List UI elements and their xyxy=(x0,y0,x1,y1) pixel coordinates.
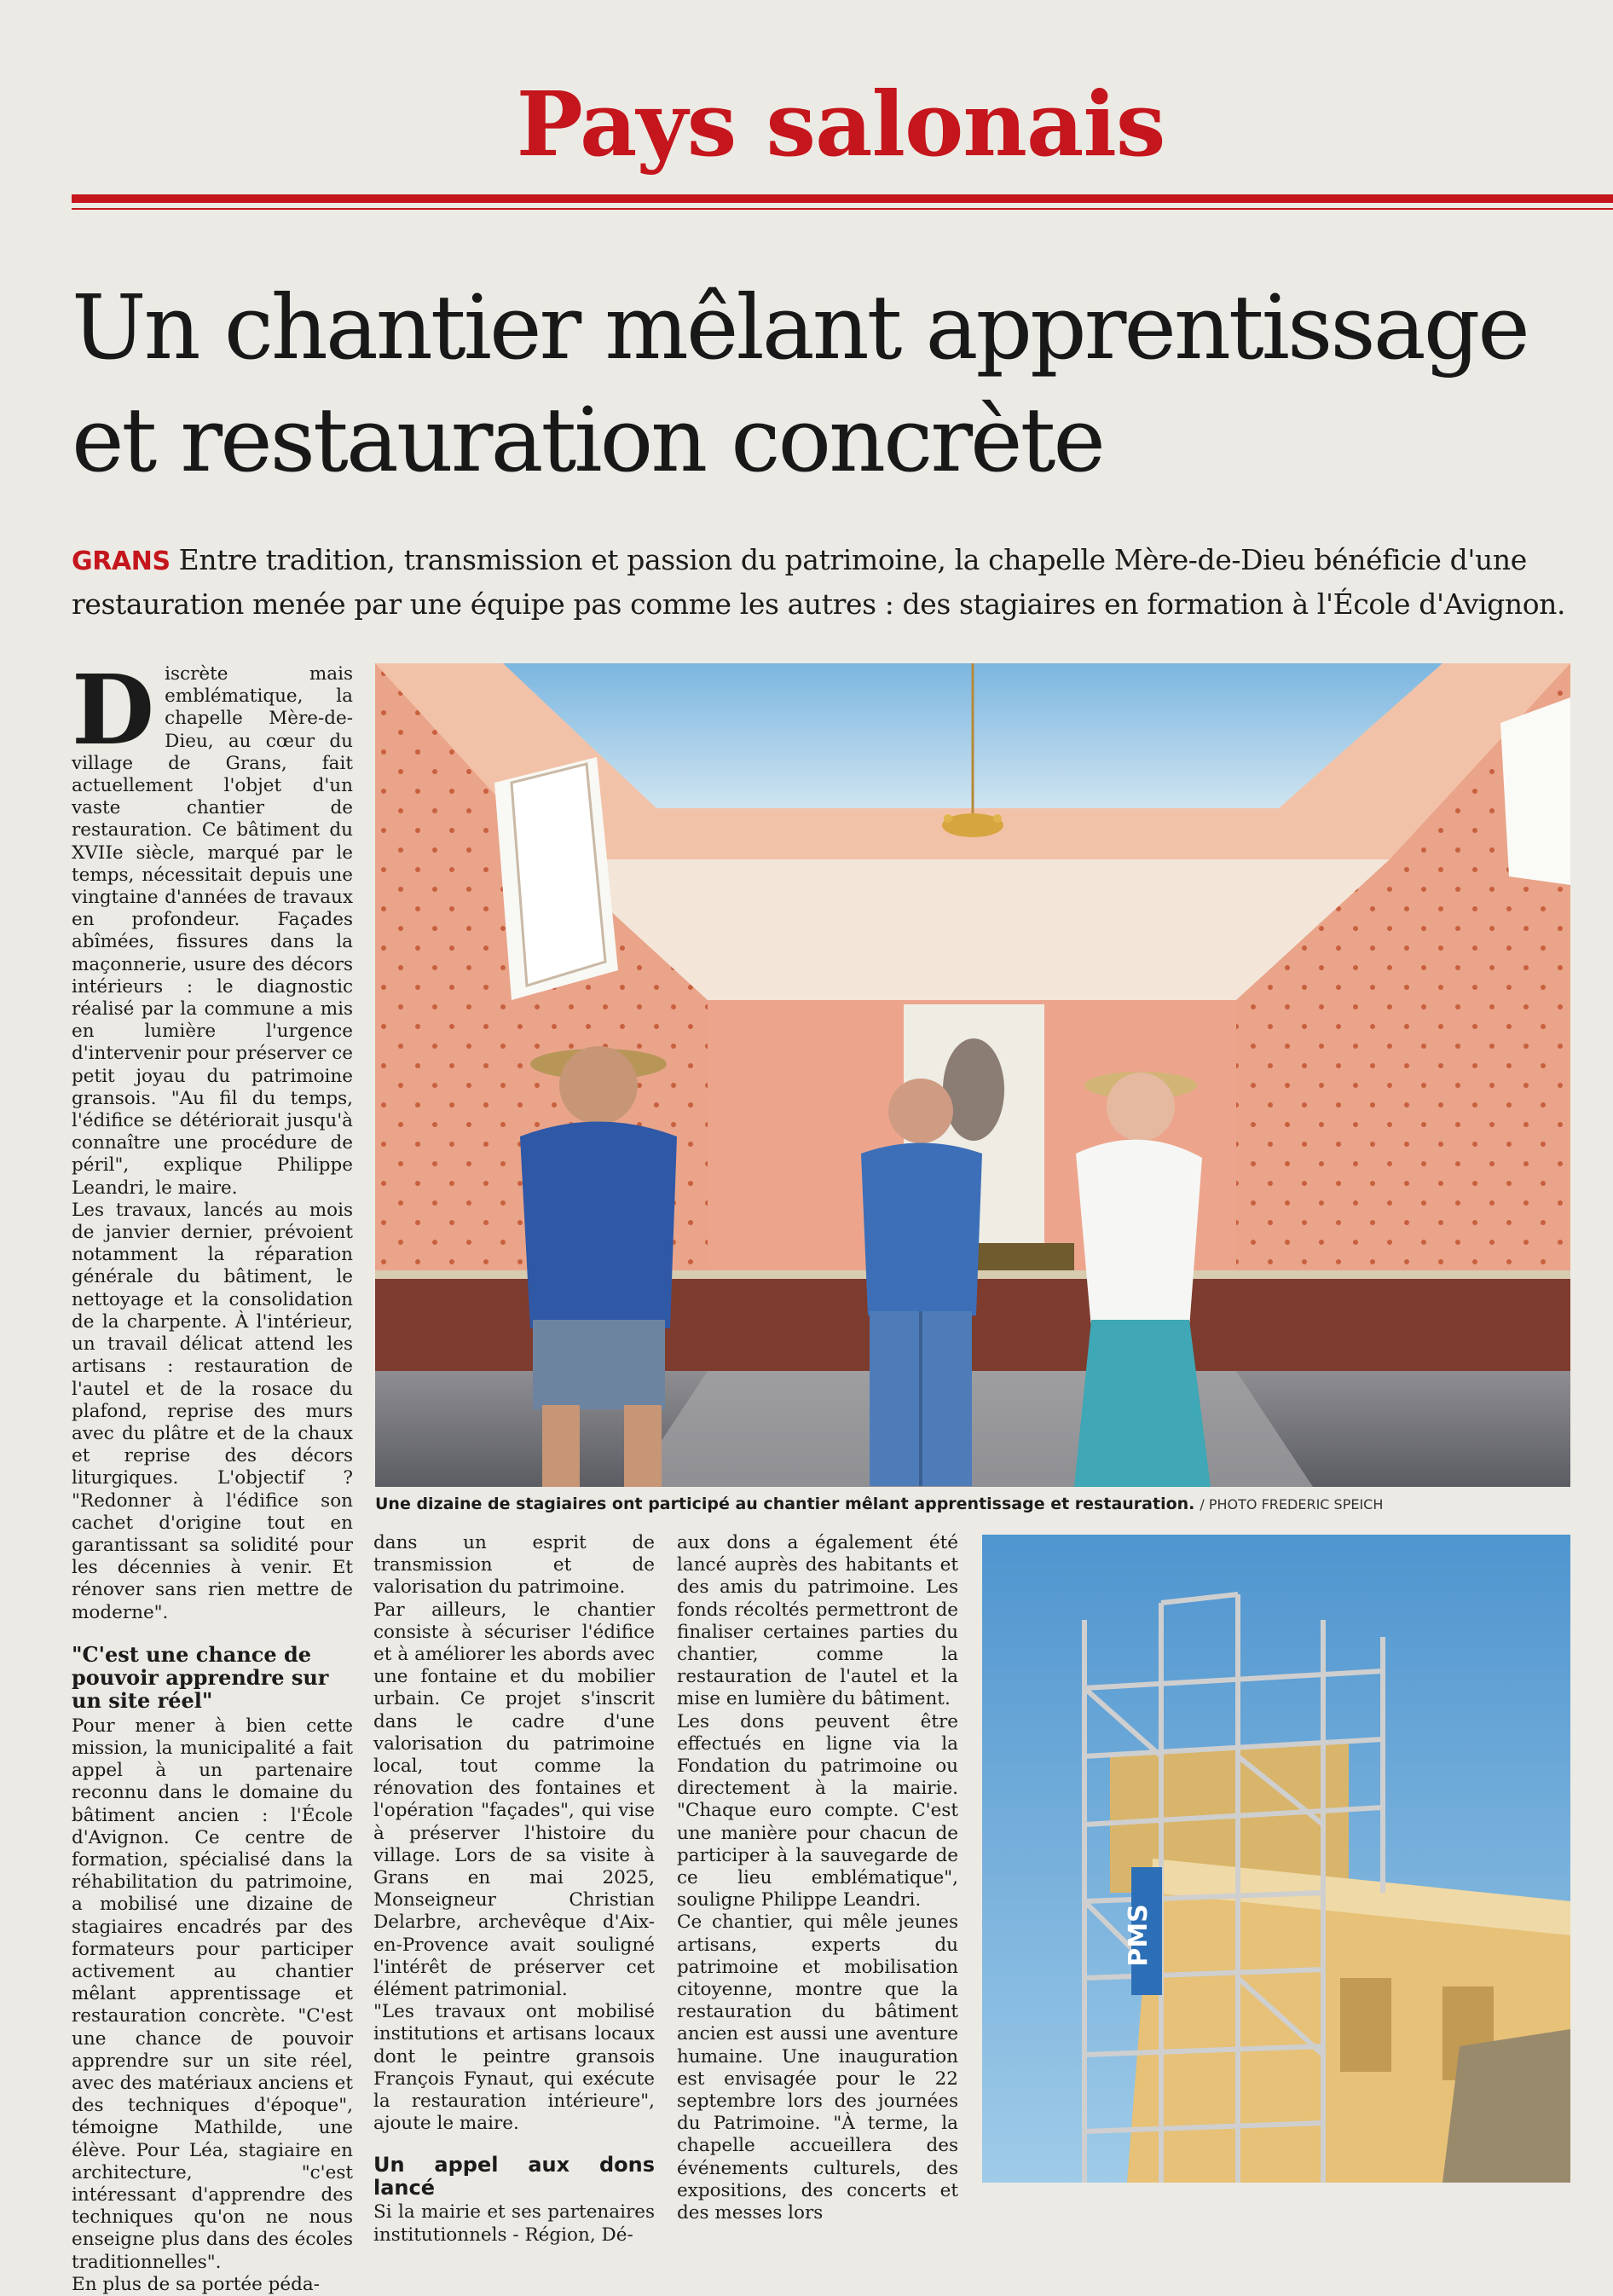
subheading: "C'est une chance de pouvoir apprendre sur un site réel" xyxy=(72,1641,329,1713)
article-column-3 xyxy=(677,1532,958,2224)
subheading: Un appel aux dons lancé xyxy=(373,2153,655,2201)
scaffolding-photo xyxy=(982,1535,1570,2183)
paragraph: iscrète mais emblématique, la chapelle Mère-de-Dieu, au cœur du village de Grans, fait actuellement l'objet d'un vaste chantier de restauration. Ce bâtiment du XVIIe siècle, marqué par le temps, nécessitait depuis une vingtaine d'années de travaux en profondeur. Façades abîmées, fissures dans la maçonnerie, usure des décors intérieurs : le diagnostic réalisé par la commune a mis en lumière l'urgence d'intervenir pour préserver ce petit joyau du patrimoine gransois. "Au fil du temps, l'édifice se détériorait jusqu'à connaître une procédure de péril", explique Philippe Leandri, le maire. xyxy=(72,663,353,1199)
headline-line-1: Un chantier mêlant apprentissage xyxy=(72,275,1528,379)
paragraph: En plus de sa portée péda- xyxy=(72,2273,320,2295)
article-column-1 xyxy=(72,655,353,2295)
photo-credit: / PHOTO FREDERIC SPEICH xyxy=(1200,1496,1384,1512)
standfirst-text: Entre tradition, transmission et passion du patrimoine, la chapelle Mère-de-Dieu bénéficie d'une restauration menée par une équipe pas comme les autres : des stagiaires en formation à l'École d'Avignon. xyxy=(72,543,1566,621)
paragraph: aux dons a également été lancé auprès des habitants et des amis du patrimoine. Les fonds récoltés permettront de finaliser certaines parties du chantier, comme la restauration de l'autel et la mise en lumière du bâtiment. xyxy=(677,1532,958,1710)
drop-cap: D xyxy=(72,655,155,766)
paragraph: dans un esprit de transmission et de valorisation du patrimoine. xyxy=(373,1532,655,1599)
paragraph: "Les travaux ont mobilisé institutions et artisans locaux dont le peintre gransois François Fynaut, qui exécute la restauration intérieure", ajoute le maire. xyxy=(373,2001,655,2135)
caption-text: Une dizaine de stagiaires ont participé au chantier mêlant apprentissage et restauration. xyxy=(375,1495,1195,1513)
paragraph: Ce chantier, qui mêle jeunes artisans, experts du patrimoine et mobilisation citoyenne, montre que la restauration du bâtiment ancien est aussi une aventure humaine. Une inauguration est envisagée pour le 22 septembre lors des journées du Patrimoine. "À terme, la chapelle accueillera des événements culturels, des expositions, des concerts et des messes lors xyxy=(677,1911,958,2224)
headline-line-2: et restauration concrète xyxy=(72,388,1103,492)
section-rule-thin xyxy=(72,208,1613,210)
paragraph: Pour mener à bien cette mission, la municipalité a fait appel à un partenaire reconnu dans le domaine du bâtiment ancien : l'École d'Avignon. Ce centre de formation, spécialisé dans la réhabilitation du patrimoine, a mobilisé une dizaine de stagiaires encadrés par des formateurs pour participer activement au chantier mêlant apprentissage et restauration concrète. "C'est une chance de pouvoir apprendre sur un site réel, avec des matériaux anciens et des techniques d'époque", témoigne Mathilde, une élève. Pour Léa, stagiaire en architecture, "c'est intéressant d'apprendre des techniques qu'on ne nous enseigne plus dans des écoles traditionnelles". xyxy=(72,1715,353,2273)
section-rule xyxy=(72,194,1613,203)
location-kicker: GRANS xyxy=(72,547,171,576)
photo-caption xyxy=(375,1492,1570,1516)
scaffold-sign-text: PMS xyxy=(1124,1904,1153,1967)
paragraph: Les dons peuvent être effectués en ligne via la Fondation du patrimoine ou directement à la mairie. "Chaque euro compte. C'est une manière pour chacun de participer à la sauvegarde de ce lieu emblématique", souligne Philippe Leandri. xyxy=(677,1710,958,1911)
section-title: Pays salonais xyxy=(516,72,1165,176)
article-column-2 xyxy=(373,1532,655,2246)
paragraph: Les travaux, lancés au mois de janvier dernier, prévoient notamment la réparation générale du bâtiment, le nettoyage et la consolidation de la charpente. À l'intérieur, un travail délicat attend les artisans : restauration de l'autel et de la rosace du plafond, reprise des murs avec du plâtre et de la chaux et reprise des décors liturgiques. L'objectif ? "Redonner à l'édifice son cachet d'origine tout en garantissant sa solidité pour les décennies à venir. Et rénover sans rien mettre de moderne". xyxy=(72,1199,353,1623)
standfirst xyxy=(72,539,1598,626)
paragraph: Si la mairie et ses partenaires institutionnels - Région, Dé- xyxy=(373,2201,655,2246)
headline xyxy=(72,271,1589,496)
paragraph: Par ailleurs, le chantier consiste à sécuriser l'édifice et à améliorer les abords avec une fontaine et du mobilier urbain. Ce projet s'inscrit dans le cadre d'une valorisation du patrimoine local, tout comme la rénovation des fontaines et l'opération "façades", qui vise à préserver l'histoire du village. Lors de sa visite à Grans en mai 2025, Monseigneur Christian Delarbre, archevêque d'Aix-en-Provence avait souligné l'intérêt de préserver cet élément patrimonial. xyxy=(373,1599,655,2001)
chapel-interior-photo xyxy=(375,663,1570,1487)
